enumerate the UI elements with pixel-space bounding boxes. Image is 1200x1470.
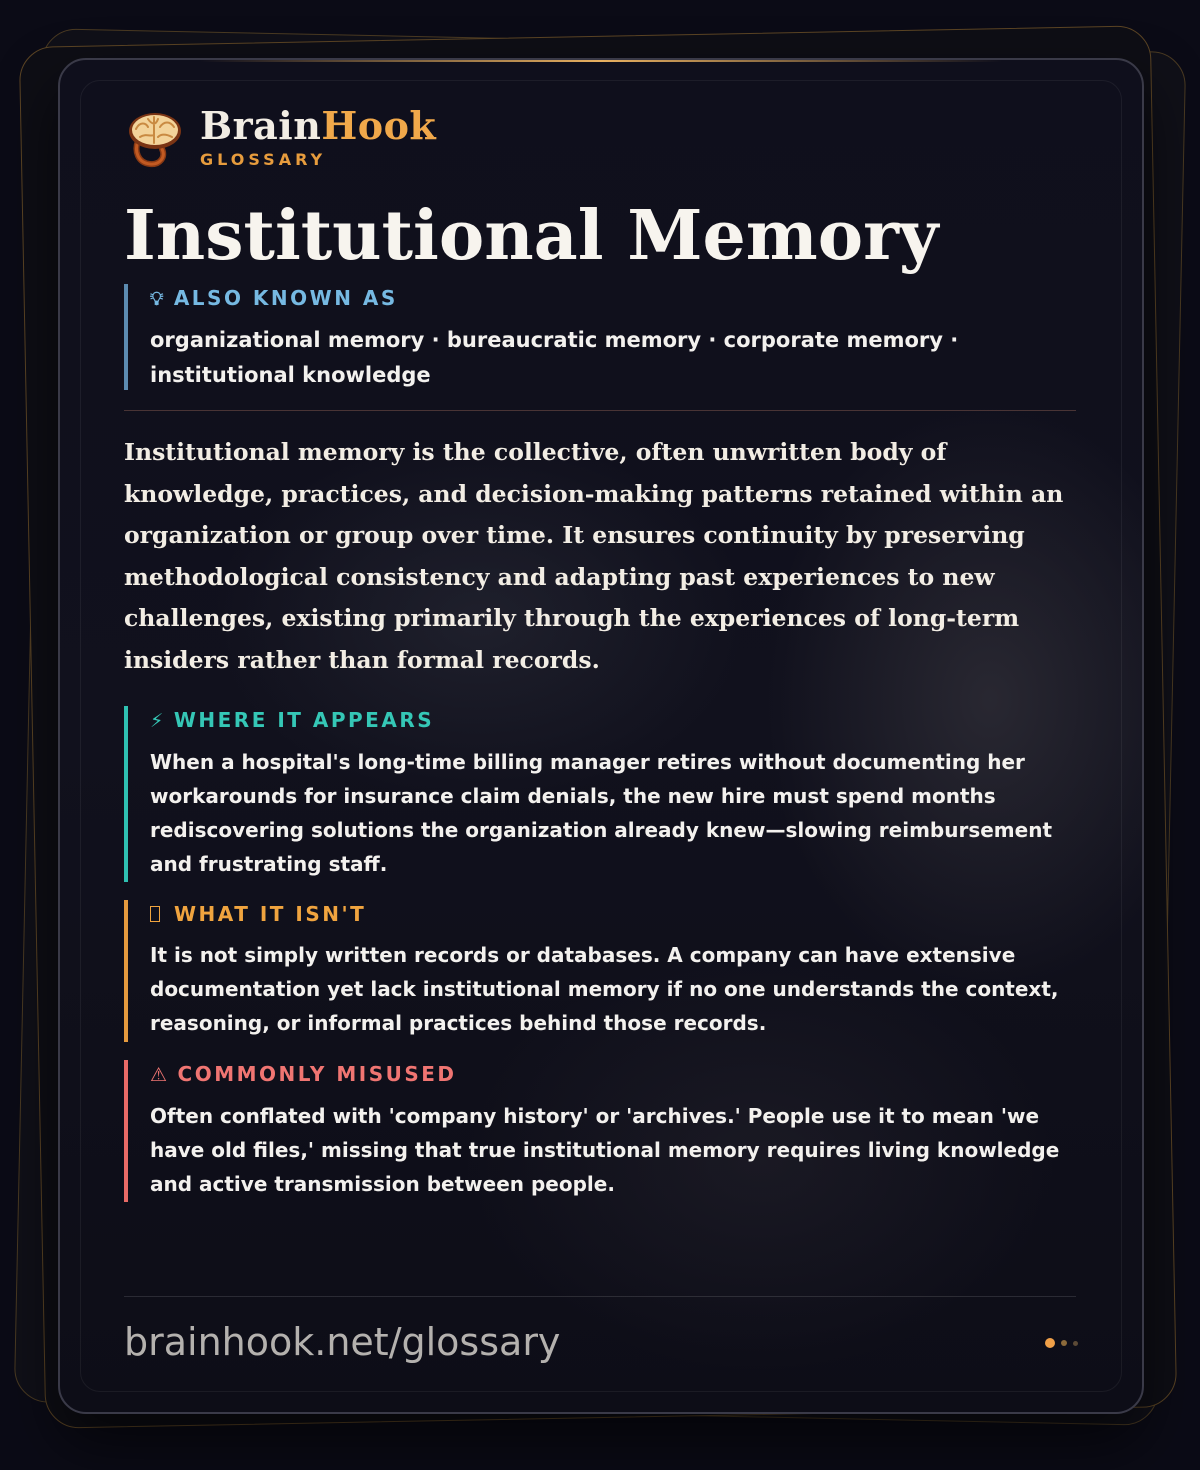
commonly-misused-text: Often conflated with 'company history' or 'archives.' People use it to mean 'we have old files,' missing that true institutional memory requires living knowledge and active transmission between people. [150,1104,1060,1196]
brand-name [200,103,437,148]
where-it-appears-section [124,706,1076,882]
what-it-isnt-heading-text: WHAT IT ISN'T [174,902,367,926]
footer-url[interactable]: brainhook.net/glossary [124,1320,561,1364]
brain-hook-logo-icon [124,107,186,169]
where-it-appears-text: When a hospital's long-time billing manager retires without documenting her workarounds for insurance claim denials, the new hire must spend months rediscovering solutions the organization already knew—slowing reimbursement and frustrating staff. [150,750,1053,876]
missing-glyph-icon [150,906,160,922]
what-it-isnt-heading [150,900,1076,928]
commonly-misused-section [124,1060,1076,1202]
warning-icon: ⚠︎ [150,1064,170,1086]
brand-name-part1: Brain [200,103,322,148]
dot [1073,1341,1078,1346]
brand-name-part2: Hook [321,103,437,148]
brand-subtitle: GLOSSARY [200,150,327,169]
pagination-dots [1039,1338,1078,1348]
what-it-isnt-section [124,900,1076,1042]
what-it-isnt-text: It is not simply written records or databases. A company can have extensive documentation yet lack institutional memory if no one understands the context, reasoning, or informal practices behind those records. [150,943,1059,1035]
also-known-as-list: organizational memory · bureaucratic memory · corporate memory · institutional knowledge [150,328,959,387]
term-title: Institutional Memory [124,196,939,276]
where-it-appears-heading [150,706,1076,735]
also-known-as-section [124,284,1076,390]
lightning-icon: ⚡︎ [150,710,166,732]
section-divider [124,410,1076,411]
dot [1061,1340,1067,1346]
glossary-card [58,58,1144,1414]
commonly-misused-heading [150,1060,1076,1089]
brand-header [124,103,437,169]
commonly-misused-heading-text: COMMONLY MISUSED [177,1062,457,1086]
also-known-as-heading [150,284,1076,313]
where-it-appears-heading-text: WHERE IT APPEARS [173,708,435,732]
footer-divider [124,1296,1076,1297]
also-known-as-heading-text: ALSO KNOWN AS [173,286,398,310]
definition-text: Institutional memory is the collective, often unwritten body of knowledge, practices, and decision-making patterns retained within an organization or group over time. It ensures continuity by preserving methodological consistency and adapting past experiences to new challenges, existing primarily through the experiences of long-term insiders rather than formal records. [124,438,1064,674]
dot-active [1045,1338,1055,1348]
lightbulb-icon: 💡︎ [150,288,166,310]
